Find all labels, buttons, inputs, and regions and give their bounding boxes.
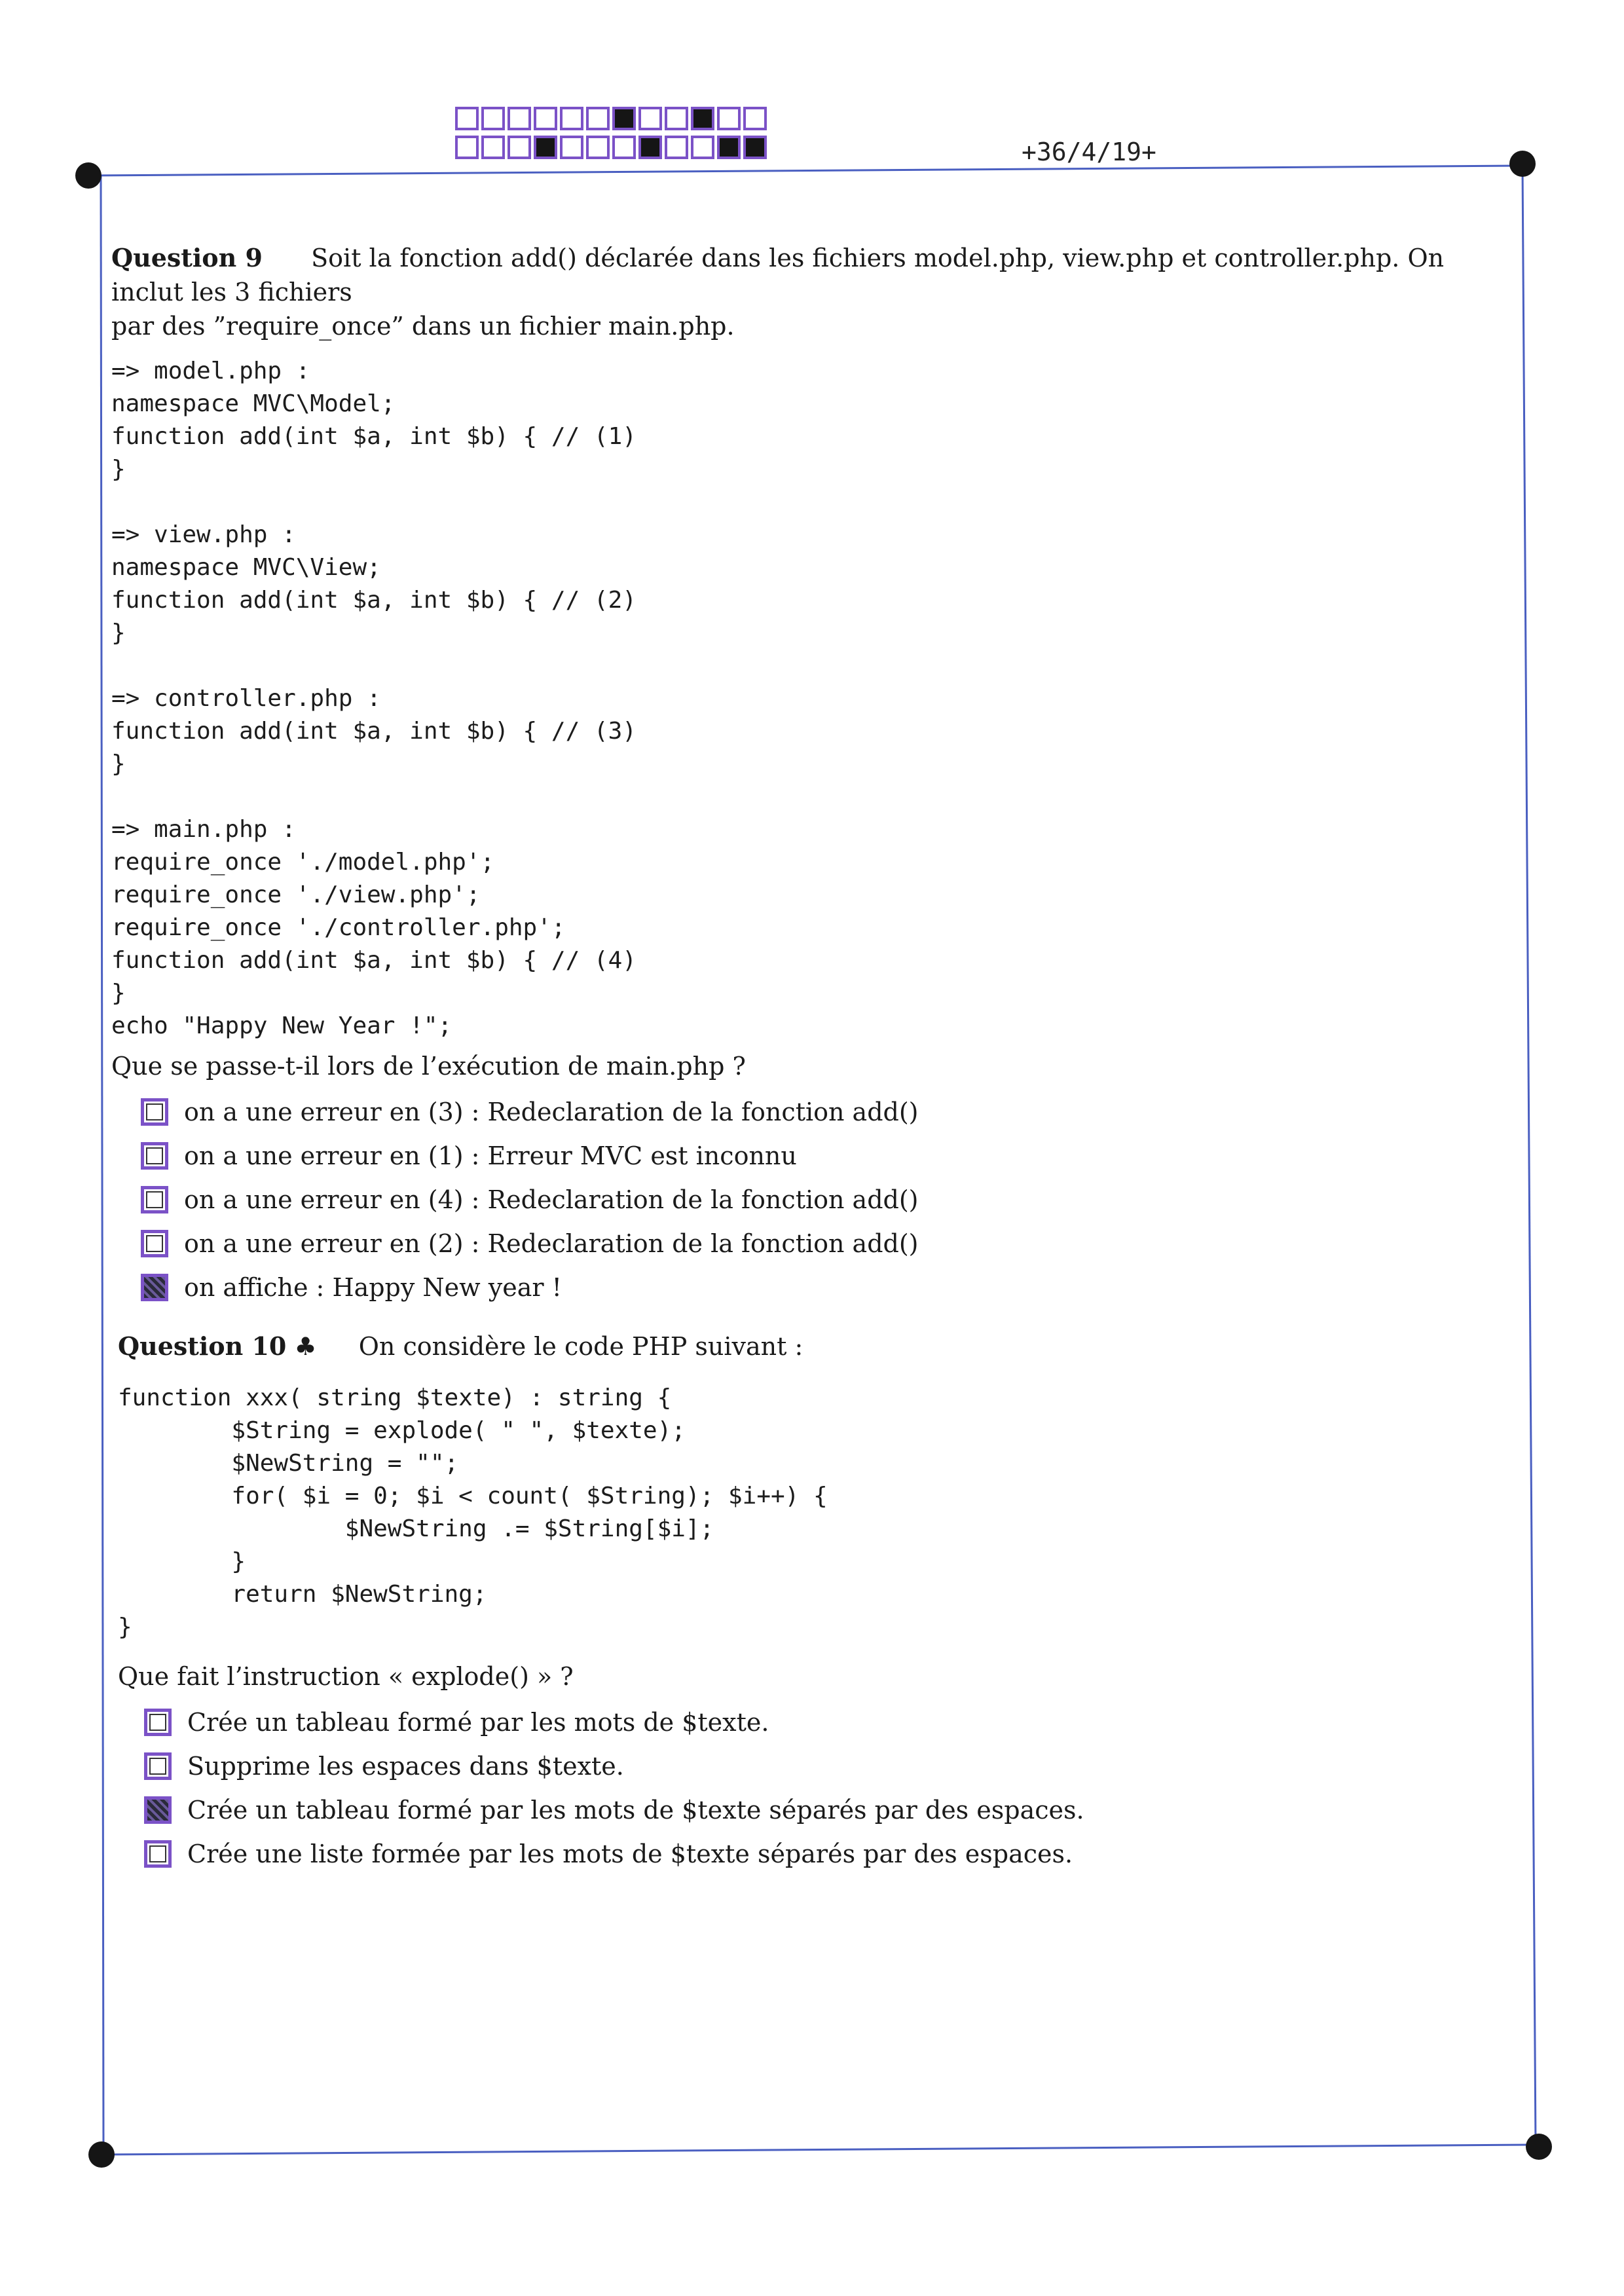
checked-checkbox-icon[interactable] [141,1274,168,1301]
checkbox-icon[interactable] [141,1098,168,1126]
answer-label: on a une erreur en (4) : Redeclaration de la fonction add() [184,1185,919,1214]
code-cell [717,107,741,130]
answer-option[interactable] [141,1177,1513,1221]
code-cell [717,136,741,159]
frame-bottom-line [103,2145,1536,2155]
code-cell [481,107,505,130]
question-9-intro [111,241,1513,309]
answer-label: on a une erreur en (2) : Redeclaration de la fonction add() [184,1229,919,1258]
frame-left-line [101,176,103,2155]
question-9 [111,241,1513,1309]
club-icon: ♣ [294,1332,317,1361]
code-cell [586,136,610,159]
code-cell [586,107,610,130]
code-cell [560,136,583,159]
answer-label: on a une erreur en (1) : Erreur MVC est inconnu [184,1141,797,1170]
answer-option[interactable] [141,1090,1513,1134]
answer-label: Crée une liste formée par les mots de $texte séparés par des espaces. [187,1839,1073,1868]
frame-right-line [1522,166,1536,2145]
code-box-row-1 [455,107,769,130]
answer-option[interactable] [144,1700,1519,1744]
answer-option[interactable] [141,1134,1513,1177]
student-code-boxes [455,107,769,164]
code-cell [507,107,531,130]
sheet-id: +36/4/19+ [1022,138,1156,166]
corner-mark-top-right [1509,151,1536,177]
code-cell [638,107,662,130]
code-cell [743,136,767,159]
question-10 [118,1329,1519,1876]
question-10-title: Question 10 [118,1331,287,1361]
answer-label: Supprime les espaces dans $texte. [187,1751,624,1781]
code-cell [665,136,688,159]
code-cell [455,107,479,130]
question-9-intro-line-2: par des ”require_once” dans un fichier main.php. [111,312,735,341]
corner-mark-bottom-left [88,2141,115,2168]
answer-option[interactable] [144,1744,1519,1788]
checkbox-icon[interactable] [141,1230,168,1257]
code-cell [560,107,583,130]
question-9-title: Question 9 [111,243,263,272]
code-cell [691,136,714,159]
question-10-answers [144,1700,1519,1876]
question-9-prompt: Que se passe-t-il lors de l’exécution de main.php ? [111,1052,746,1081]
code-cell [612,107,636,130]
answer-option[interactable] [144,1788,1519,1832]
answer-option[interactable] [141,1221,1513,1265]
question-9-code: => model.php : namespace MVC\Model; function add(int $a, int $b) { // (1) } => view.php : namespace MVC\View; function add(int $a, int $b) { // (2) } => controller.php : function add(int $a, int $b) { // (3) } => main.php : require_once './model.php'; require_once './view.php'; require_once './controller.php'; function add(int $a, int $b) { // (4) } echo "Happy New Year !"; [111,358,637,1039]
code-cell [638,136,662,159]
question-10-intro [118,1329,1519,1363]
checkbox-icon[interactable] [141,1142,168,1170]
checkbox-icon[interactable] [144,1752,172,1780]
answer-label: on a une erreur en (3) : Redeclaration de la fonction add() [184,1097,919,1126]
code-cell [455,136,479,159]
code-cell [743,107,767,130]
code-cell [534,136,557,159]
checked-checkbox-icon[interactable] [144,1796,172,1824]
code-cell [665,107,688,130]
answer-option[interactable] [144,1832,1519,1876]
frame-top-line [92,166,1522,176]
code-box-row-2 [455,136,769,159]
code-cell [507,136,531,159]
question-10-code: function xxx( string $texte) : string { $String = explode( " ", $texte); $NewString = ""; for( $i = 0; $i < count( $String); $i++) { $NewString .= $String[$i]; } return $NewString; } [118,1384,828,1640]
question-10-prompt: Que fait l’instruction « explode() » ? [118,1662,574,1691]
checkbox-icon[interactable] [141,1186,168,1213]
answer-label: on affiche : Happy New year ! [184,1272,562,1302]
corner-mark-top-left [75,162,101,189]
question-9-answers [141,1090,1513,1309]
answer-option[interactable] [141,1265,1513,1309]
code-cell [612,136,636,159]
question-10-intro-text: On considère le code PHP suivant : [358,1332,803,1361]
checkbox-icon[interactable] [144,1840,172,1868]
question-9-intro-line-1: Soit la fonction add() déclarée dans les fichiers model.php, view.php et controller.php. On inclut les 3 fichiers [111,244,1445,306]
answer-label: Crée un tableau formé par les mots de $texte. [187,1707,769,1737]
code-cell [534,107,557,130]
code-cell [691,107,714,130]
answer-label: Crée un tableau formé par les mots de $texte séparés par des espaces. [187,1795,1084,1824]
code-cell [481,136,505,159]
checkbox-icon[interactable] [144,1709,172,1736]
corner-mark-bottom-right [1526,2134,1552,2160]
